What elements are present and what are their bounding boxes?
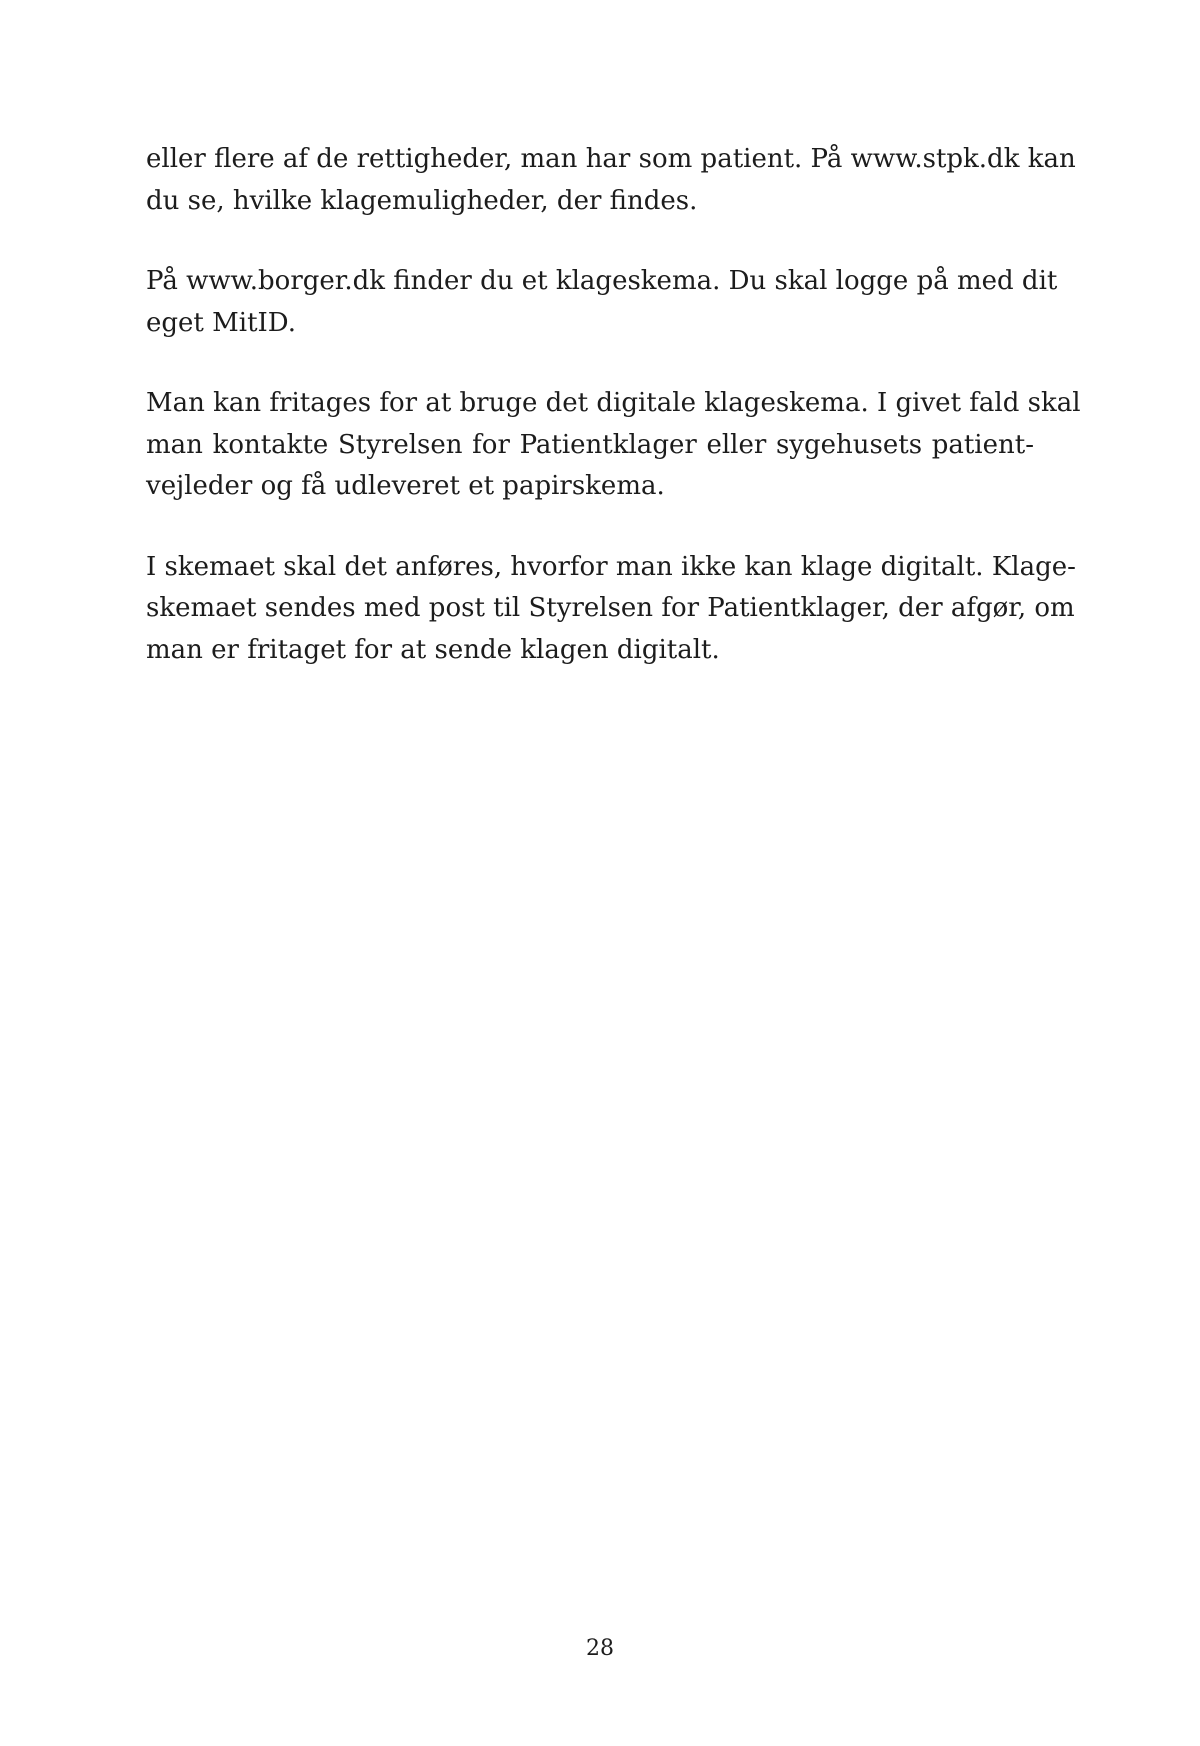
- paragraph-line: På www.borger.dk finder du et klageskema. Du skal logge på med dit: [146, 266, 1058, 296]
- body-text: [146, 139, 1081, 710]
- paragraph-line: I skemaet skal det anføres, hvorfor man ikke kan klage digitalt. Klage-: [146, 551, 1076, 582]
- paragraph-line: skemaet sendes med post til Styrelsen for Patientklager, der afgør, om: [146, 593, 1075, 623]
- paragraph-line: man kontakte Styrelsen for Patientklager eller sygehusets patient-: [146, 429, 1034, 460]
- paragraph-4: [146, 547, 1076, 672]
- paragraph-line: man er fritaget for at sende klagen digitalt.: [146, 634, 720, 665]
- paragraph-line: Man kan fritages for at bruge det digitale klageskema. I givet fald skal: [146, 388, 1081, 418]
- paragraph-1: [146, 139, 1076, 222]
- paragraph-2: [146, 261, 1058, 344]
- paragraph-line: vejleder og få udleveret et papirskema.: [146, 471, 665, 501]
- paragraph-line: eller flere af de rettigheder, man har som patient. På www.stpk.dk kan: [146, 144, 1076, 174]
- paragraph-3: [146, 383, 1081, 508]
- paragraph-line: du se, hvilke klagemuligheder, der findes.: [146, 185, 698, 216]
- paragraph-line: eget MitID.: [146, 307, 296, 338]
- page-number: 28: [586, 1636, 614, 1661]
